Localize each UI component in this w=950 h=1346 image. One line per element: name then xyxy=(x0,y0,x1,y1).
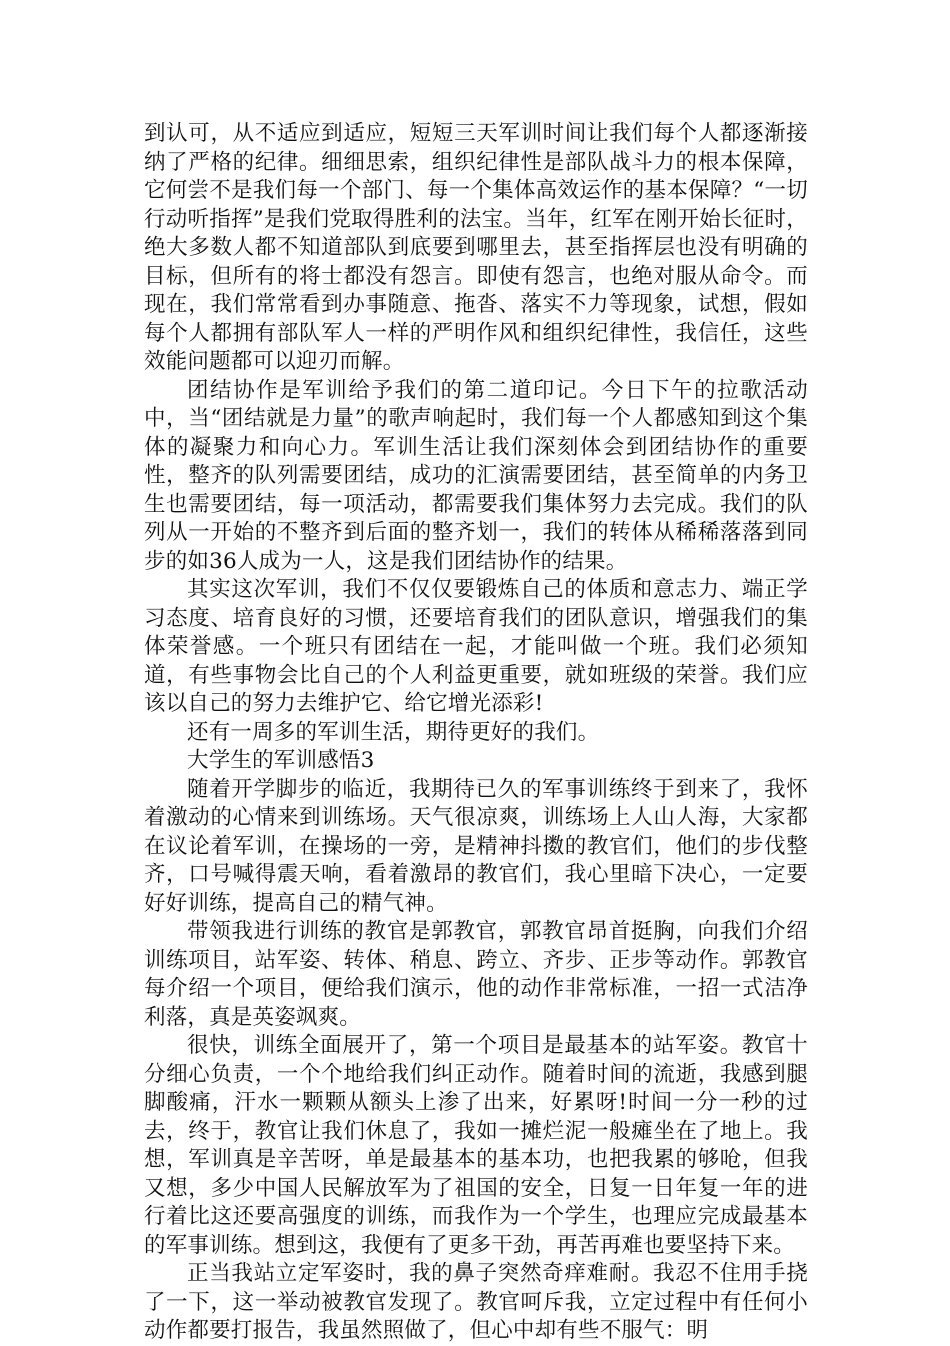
paragraph-continuation: 到认可，从不适应到适应，短短三天军训时间让我们每个人都逐渐接纳了严格的纪律。细细思索，组织纪律性是部队战斗力的根本保障，它何尝不是我们每一个部门、每一个集体高效运作的基本保障？“一切行动听指挥”是我们党取得胜利的法宝。当年，红军在刚开始长征时，绝大多数人都不知道部队到底要到哪里去，甚至指挥层也没有明确的目标，但所有的将士都没有怨言。即使有怨言，也绝对服从命令。而现在，我们常常看到办事随意、拖沓、落实不力等现象，试想，假如每个人都拥有部队军人一样的严明作风和组织纪律性，我信任，这些效能问题都可以迎刃而解。 xyxy=(144,121,808,374)
document-body xyxy=(144,120,808,1346)
paragraph-team-spirit: 其实这次军训，我们不仅仅要锻炼自己的体质和意志力、端正学习态度、培育良好的习惯，还要培育我们的团队意识，增强我们的集体荣誉感。一个班只有团结在一起，才能叫做一个班。我们必须知道，有些事物会比自己的个人利益更重要，就如班级的荣誉。我们应该以自己的努力去维护它、给它增光添彩! xyxy=(144,577,808,716)
paragraph-expectation: 还有一周多的军训生活，期待更好的我们。 xyxy=(187,719,600,745)
paragraph-teamwork: 团结协作是军训给予我们的第二道印记。今日下午的拉歌活动中，当“团结就是力量”的歌声响起时，我们每一个人都感知到这个集体的凝聚力和向心力。军训生活让我们深刻体会到团结协作的重要性，整齐的队列需要团结，成功的汇演需要团结，甚至简单的内务卫生也需要团结，每一项活动，都需要我们集体努力去完成。我们的队列从一开始的不整齐到后面的整齐划一，我们的转体从稀稀落落到同步的如36人成为一人，这是我们团结协作的结果。 xyxy=(144,377,808,574)
paragraph-standing: 正当我站立定军姿时，我的鼻子突然奇痒难耐。我忍不住用手挠了一下，这一举动被教官发现了。教官呵斥我，立定过程中有任何小动作都要打报告，我虽然照做了，但心中却有些不服气：明 xyxy=(144,1261,808,1343)
paragraph-arrival: 随着开学脚步的临近，我期待已久的军事训练终于到来了，我怀着激动的心情来到训练场。天气很凉爽，训练场上人山人海，大家都在议论着军训，在操场的一旁，是精神抖擞的教官们，他们的步伐整齐，口号喊得震天响，看着激昂的教官们，我心里暗下决心，一定要好好训练，提高自己的精气神。 xyxy=(144,776,808,916)
paragraph-instructor: 带领我进行训练的教官是郭教官，郭教官昂首挺胸，向我们介绍训练项目，站军姿、转体、稍息、跨立、齐步、正步等动作。郭教官每介绍一个项目，便给我们演示，他的动作非常标准，一招一式洁净利落，真是英姿飒爽。 xyxy=(144,919,808,1030)
section-heading: 大学生的军训感悟3 xyxy=(187,748,375,773)
paragraph-training: 很快，训练全面展开了，第一个项目是最基本的站军姿。教官十分细心负责，一个个地给我们纠正动作。随着时间的流逝，我感到腿脚酸痛，汗水一颗颗从额头上渗了出来，好累呀!时间一分一秒的过去，终于，教官让我们休息了，我如一摊烂泥一般瘫坐在了地上。我想，军训真是辛苦呀，单是最基本的基本功，也把我累的够呛，但我又想，多少中国人民解放军为了祖国的安全，日复一日年复一年的进行着比这还要高强度的训练，而我作为一个学生，也理应完成最基本的军事训练。想到这，我便有了更多干劲，再苦再难也要坚持下来。 xyxy=(144,1033,808,1258)
